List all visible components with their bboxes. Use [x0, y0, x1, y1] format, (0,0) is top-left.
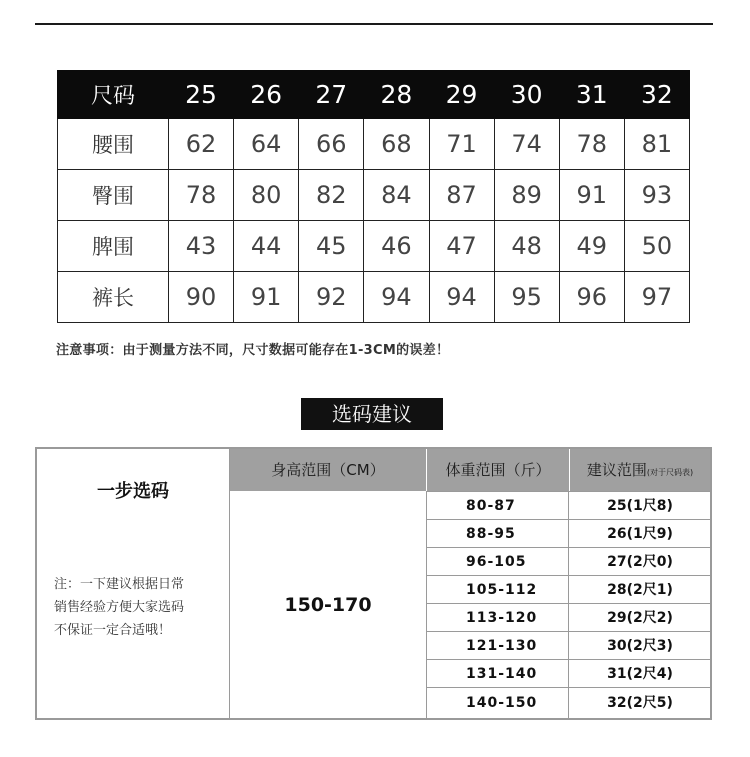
weight-range-cell: 140-150 [427, 688, 569, 719]
recommendation-row [427, 491, 710, 520]
row-label: 裤长 [58, 272, 169, 323]
table-cell: 78 [169, 170, 234, 221]
recommendation-row [427, 687, 710, 719]
row-label: 脾围 [58, 221, 169, 272]
table-cell: 90 [169, 272, 234, 323]
table-cell: 78 [559, 119, 624, 170]
table-cell: 97 [624, 272, 689, 323]
recommendation-row [427, 603, 710, 632]
recommendation-row [427, 575, 710, 604]
table-cell: 81 [624, 119, 689, 170]
size-chart-header-cell: 30 [494, 71, 559, 119]
weight-range-cell: 88-95 [427, 520, 569, 548]
table-cell: 82 [299, 170, 364, 221]
table-cell: 92 [299, 272, 364, 323]
weight-range-cell: 131-140 [427, 660, 569, 688]
remark-line: 不保证一定合适哦！ [54, 623, 172, 638]
remark-line: 销售经验方便大家选码 [54, 600, 185, 615]
size-cell: 27(2尺0) [607, 554, 673, 570]
size-cell: 32(2尺5) [607, 695, 673, 711]
size-cell: 30(2尺3) [607, 638, 673, 654]
row-label: 腰围 [58, 119, 169, 170]
size-range-header-label: 建议范围 [586, 461, 647, 479]
measurement-note: 注意事项：由于测量方法不同，尺寸数据可能存在1-3CM的误差！ [56, 343, 450, 358]
table-cell: 47 [429, 221, 494, 272]
size-chart-header-cell: 29 [429, 71, 494, 119]
size-range-header-suffix: (对于尺码表) [646, 468, 694, 477]
size-chart-table [57, 70, 690, 323]
table-cell: 48 [494, 221, 559, 272]
table-cell: 44 [234, 221, 299, 272]
remark-line: 注：一下建议根据日常 [54, 577, 185, 592]
recommendation-table [35, 447, 712, 720]
table-row [58, 272, 690, 323]
recommendation-row [427, 519, 710, 548]
recommendation-row [427, 547, 710, 576]
weight-range-cell: 80-87 [427, 492, 569, 520]
table-cell: 43 [169, 221, 234, 272]
size-chart-header-cell: 28 [364, 71, 429, 119]
size-chart-header-cell: 尺码 [58, 71, 169, 119]
recommendation-row [427, 631, 710, 660]
table-cell: 46 [364, 221, 429, 272]
height-range-value: 150-170 [230, 491, 427, 718]
table-cell: 84 [364, 170, 429, 221]
weight-range-cell: 105-112 [427, 576, 569, 604]
table-cell: 95 [494, 272, 559, 323]
table-cell: 94 [429, 272, 494, 323]
table-cell: 91 [234, 272, 299, 323]
table-cell: 50 [624, 221, 689, 272]
size-chart-header-cell: 25 [169, 71, 234, 119]
table-cell: 87 [429, 170, 494, 221]
table-cell: 91 [559, 170, 624, 221]
table-cell: 93 [624, 170, 689, 221]
top-divider [35, 23, 713, 25]
size-cell: 26(1尺9) [607, 526, 673, 542]
weight-range-cell: 113-120 [427, 604, 569, 632]
table-cell: 89 [494, 170, 559, 221]
table-cell: 68 [364, 119, 429, 170]
weight-range-header: 体重范围（斤） [427, 449, 569, 491]
table-row [58, 221, 690, 272]
table-cell: 64 [234, 119, 299, 170]
size-chart-header-cell: 27 [299, 71, 364, 119]
table-cell: 62 [169, 119, 234, 170]
weight-range-cell: 121-130 [427, 632, 569, 660]
section-banner: 选码建议 [301, 398, 443, 430]
table-cell: 45 [299, 221, 364, 272]
table-cell: 80 [234, 170, 299, 221]
recommendation-left-panel [37, 449, 230, 718]
height-range-header: 身高范围（CM） [230, 449, 426, 491]
table-cell: 96 [559, 272, 624, 323]
size-chart-header-row [58, 71, 690, 119]
table-cell: 94 [364, 272, 429, 323]
size-chart-header-cell: 32 [624, 71, 689, 119]
size-cell: 31(2尺4) [607, 666, 673, 682]
size-cell: 25(1尺8) [607, 498, 673, 514]
table-cell: 74 [494, 119, 559, 170]
table-row [58, 170, 690, 221]
size-chart-header-cell: 31 [559, 71, 624, 119]
size-range-header [570, 449, 710, 491]
recommendation-title: 一步选码 [97, 481, 169, 502]
size-chart-header-cell: 26 [234, 71, 299, 119]
weight-range-cell: 96-105 [427, 548, 569, 576]
table-cell: 71 [429, 119, 494, 170]
table-cell: 49 [559, 221, 624, 272]
size-cell: 28(2尺1) [607, 582, 673, 598]
table-cell: 66 [299, 119, 364, 170]
row-label: 臀围 [58, 170, 169, 221]
size-cell: 29(2尺2) [607, 610, 673, 626]
recommendation-row [427, 659, 710, 688]
table-row [58, 119, 690, 170]
